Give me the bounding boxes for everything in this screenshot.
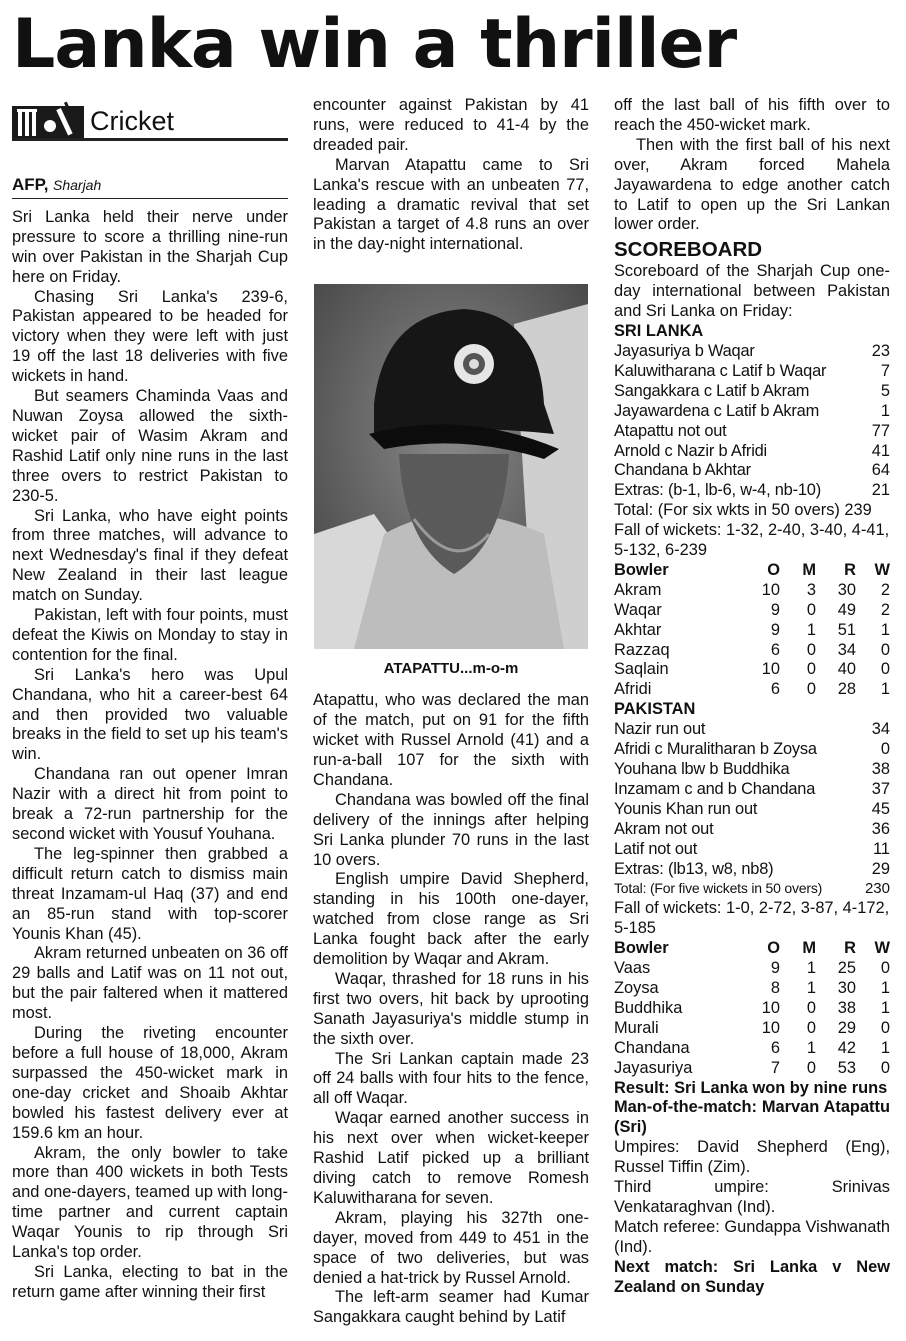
- cell: 0: [880, 1018, 890, 1037]
- runs: 1: [880, 401, 890, 420]
- bowler: Akhtar: [614, 620, 662, 639]
- runs: 29: [871, 859, 890, 878]
- bowler: Chandana: [614, 1038, 690, 1057]
- atapattu-photo: [314, 284, 588, 649]
- cell: 1: [806, 620, 816, 639]
- header-cell: R: [844, 939, 856, 958]
- paragraph: English umpire David Shepherd, standing in his 100th one-dayer, watched from close range as Sri Lanka fought back after the early demolition by Waqar and Akram.: [313, 870, 589, 969]
- cell: 2: [880, 600, 890, 619]
- bowler: Akram: [614, 580, 662, 599]
- bowling-row: [614, 680, 890, 700]
- cell: 28: [837, 680, 856, 699]
- player-photo: [314, 284, 588, 649]
- paragraph: Chandana ran out opener Imran Nazir with a direct hit from point to break a 72-run partnership for the second wicket with Yousuf Youhana.: [12, 765, 288, 843]
- photo-caption: ATAPATTU...m-o-m: [383, 660, 519, 678]
- paragraph: Waqar, thrashed for 18 runs in his first two overs, hit back by uprooting Sanath Jayasuriya's middle stump in the sixth over.: [313, 969, 589, 1048]
- sl-batting: [614, 342, 890, 501]
- bowling-row: [614, 621, 890, 641]
- cell: 0: [880, 1058, 890, 1077]
- paragraph: The left-arm seamer had Kumar Sangakkara caught behind by Latif: [313, 1288, 589, 1327]
- runs: 23: [871, 341, 890, 360]
- cell: 1: [880, 620, 890, 639]
- team-pakistan: PAKISTAN: [614, 700, 696, 719]
- paragraph: Sri Lanka held their nerve under pressure to score a thrilling nine-run win over Pakistan in the Sharjah Cup here on Friday.: [12, 207, 288, 286]
- runs: 5: [880, 381, 890, 400]
- bowler: Waqar: [614, 600, 662, 619]
- paragraph: Chasing Sri Lanka's 239-6, Pakistan appeared to be headed for victory when they were left with just 19 off the last 18 deliveries with five wickets in hand.: [12, 287, 288, 386]
- bowler: Saqlain: [614, 660, 669, 679]
- cell: 1: [806, 978, 816, 997]
- paragraph: During the riveting encounter before a full house of 18,000, Akram surpassed the 450-wicket mark in one-day cricket and Shoaib Akhtar bowled his fastest delivery ever at 159.6 km an hour.: [12, 1024, 288, 1142]
- cell: 0: [806, 640, 816, 659]
- batting-row: [614, 461, 890, 481]
- cell: 0: [880, 640, 890, 659]
- batting-row: [614, 720, 890, 740]
- batsman: Nazir run out: [614, 720, 706, 739]
- bowling-row: [614, 581, 890, 601]
- cell: 34: [837, 640, 856, 659]
- runs: 41: [871, 441, 890, 460]
- batsman: Afridi c Muralitharan b Zoysa: [614, 740, 817, 759]
- bowler: Murali: [614, 1018, 659, 1037]
- cell: 3: [806, 580, 816, 599]
- pak-batting: [614, 720, 890, 899]
- cell: 51: [837, 620, 856, 639]
- batting-row: [614, 402, 890, 422]
- headline: Lanka win a thriller: [12, 5, 737, 84]
- runs: 64: [871, 461, 890, 480]
- header-cell: O: [767, 939, 780, 958]
- sl-total: Total: (For six wkts in 50 overs) 239: [614, 501, 872, 520]
- bowling-row: [614, 959, 890, 979]
- cell: 49: [837, 600, 856, 619]
- story-col1: [12, 208, 288, 1303]
- team-sri-lanka: SRI LANKA: [614, 322, 704, 341]
- pak-fall-of-wickets: Fall of wickets: 1-0, 2-72, 3-87, 4-172, 5-185: [614, 899, 890, 938]
- column-3: [614, 96, 890, 1297]
- match-result: Result: Sri Lanka won by nine runs: [614, 1078, 888, 1097]
- batting-row: [614, 442, 890, 462]
- runs: 7: [880, 361, 890, 380]
- paragraph: Then with the first ball of his next over, Akram forced Mahela Jayawardena to edge another catch to Latif to open up the Sri Lankan lower order.: [614, 135, 890, 234]
- bowling-header: [614, 561, 890, 581]
- paragraph: Sri Lanka, electing to bat in the return game after winning their first: [12, 1262, 288, 1301]
- paragraph: The Sri Lankan captain made 23 off 24 balls with four hits to the fence, all off Waqar.: [313, 1049, 589, 1108]
- match-referee: Match referee: Gundappa Vishwanath (Ind).: [614, 1217, 890, 1256]
- byline-place: Sharjah: [53, 177, 102, 193]
- bowler: Vaas: [614, 959, 651, 978]
- batting-row: [614, 342, 890, 362]
- byline-agency: AFP,: [12, 175, 49, 194]
- runs: 0: [880, 740, 890, 759]
- cell: 6: [770, 680, 780, 699]
- paragraph: off the last ball of his fifth over to reach the 450-wicket mark.: [614, 96, 890, 134]
- header-cell: M: [802, 560, 816, 579]
- total-label: Total: (For five wickets in 50 overs): [614, 880, 823, 897]
- paragraph: But seamers Chaminda Vaas and Nuwan Zoysa allowed the sixth-wicket pair of Wasim Akram and Rashid Latif only nine runs in the last three overs to restrict Pakistan to 230-5.: [12, 387, 288, 505]
- batsman: Youhana lbw b Buddhika: [614, 760, 790, 778]
- extras: Extras: (lb13, w8, nb8): [614, 859, 774, 878]
- section-tag: [12, 96, 288, 141]
- bowler: Buddhika: [614, 998, 683, 1017]
- batting-row: [614, 820, 890, 840]
- paragraph: Pakistan, left with four points, must defeat the Kiwis on Monday to stay in contention for the final.: [12, 606, 288, 664]
- cell: 0: [880, 959, 890, 978]
- batting-row: [614, 760, 890, 780]
- cell: 9: [770, 620, 780, 639]
- bowling-row: [614, 1039, 890, 1059]
- cell: 0: [806, 998, 816, 1017]
- runs: 37: [871, 779, 890, 798]
- cell: 42: [837, 1038, 856, 1057]
- cell: 10: [761, 660, 780, 679]
- header-cell: W: [874, 560, 890, 579]
- runs: 36: [871, 819, 890, 838]
- runs: 38: [871, 760, 890, 778]
- byline: [12, 175, 288, 199]
- cell: 30: [837, 580, 856, 599]
- batting-row: [614, 362, 890, 382]
- cell: 10: [761, 580, 780, 599]
- runs: 77: [871, 421, 890, 440]
- batting-row: [614, 800, 890, 820]
- bowler: Jayasuriya: [614, 1058, 693, 1077]
- cell: 1: [880, 1038, 890, 1057]
- cell: 38: [837, 998, 856, 1017]
- cell: 1: [880, 978, 890, 997]
- bowling-row: [614, 660, 890, 680]
- batsman: Jayawardena c Latif b Akram: [614, 401, 820, 420]
- batting-row: [614, 382, 890, 402]
- runs: 11: [872, 839, 890, 858]
- scoreboard-intro: Scoreboard of the Sharjah Cup one-day international between Pakistan and Sri Lanka on Friday:: [614, 262, 890, 321]
- cell: 8: [770, 978, 780, 997]
- cricket-icon: [12, 100, 84, 138]
- header-cell: M: [802, 939, 816, 958]
- bowling-row: [614, 979, 890, 999]
- cell: 10: [761, 1018, 780, 1037]
- batsman: Inzamam c and b Chandana: [614, 779, 816, 798]
- cell: 0: [806, 1058, 816, 1077]
- paragraph: Sri Lanka's hero was Upul Chandana, who hit a career-best 64 and then provided two valuable breaks in the field to set up his team's win.: [12, 665, 288, 764]
- scoreboard-title: SCOREBOARD: [614, 238, 763, 262]
- cell: 9: [770, 600, 780, 619]
- extras-row: [614, 860, 890, 880]
- batting-row: [614, 780, 890, 800]
- extras: Extras: (b-1, lb-6, w-4, nb-10): [614, 481, 821, 500]
- section-label: Cricket: [90, 106, 175, 136]
- batsman: Chandana b Akhtar: [614, 461, 751, 480]
- batting-row: [614, 740, 890, 760]
- cell: 1: [806, 1038, 816, 1057]
- header-cell: W: [874, 939, 890, 958]
- cell: 25: [837, 959, 856, 978]
- runs: 45: [871, 799, 890, 818]
- cell: 1: [880, 998, 890, 1017]
- header-cell: R: [844, 560, 856, 579]
- cell: 1: [880, 680, 890, 699]
- batsman: Kaluwitharana c Latif b Waqar: [614, 361, 827, 380]
- cell: 53: [837, 1058, 856, 1077]
- paragraph: The leg-spinner then grabbed a difficult return catch to dismiss main threat Inzamam-ul Haq (37) and end an 85-run stand with top-scorer Younis Khan (45).: [12, 844, 288, 943]
- paragraph: Akram, the only bowler to take more than 400 wickets in both Tests and one-dayers, teamed up with long-time partner and current captain Waqar Younis to rip through Sri Lanka's top order.: [12, 1143, 288, 1262]
- cell: 0: [806, 1018, 816, 1037]
- cell: 6: [770, 1038, 780, 1057]
- cell: 0: [806, 600, 816, 619]
- batsman: Akram not out: [614, 819, 714, 838]
- batting-row: [614, 840, 890, 860]
- cell: 29: [837, 1018, 856, 1037]
- paragraph: Atapattu, who was declared the man of the match, put on 91 for the fifth wicket with Russel Arnold (41) and a run-a-ball 107 for the sixth with Chandana.: [313, 691, 589, 789]
- total-runs: 230: [864, 880, 890, 898]
- cell: 10: [761, 998, 780, 1017]
- cell: 1: [806, 959, 816, 978]
- paragraph: Akram returned unbeaten on 36 off 29 balls and Latif was on 11 not out, but the pair faltered when it mattered most.: [12, 944, 288, 1023]
- cell: 0: [880, 660, 890, 679]
- bowler: Razzaq: [614, 640, 670, 659]
- column-1: [12, 96, 288, 1303]
- column-2: [313, 96, 589, 1328]
- paragraph: Chandana was bowled off the final delivery of the innings after helping Sri Lanka plunder 70 runs in the last 10 overs.: [313, 790, 589, 869]
- batsman: Jayasuriya b Waqar: [614, 341, 755, 360]
- cell: 40: [837, 660, 856, 679]
- cell: 2: [880, 580, 890, 599]
- sl-fall-of-wickets: Fall of wickets: 1-32, 2-40, 3-40, 4-41, 5-132, 6-239: [614, 521, 890, 560]
- cell: 0: [806, 660, 816, 679]
- bowling-row: [614, 1059, 890, 1079]
- paragraph: Marvan Atapattu came to Sri Lanka's rescue with an unbeaten 77, leading a dramatic revival that set Pakistan a target of 4.8 runs an over in the day-night international.: [313, 155, 589, 254]
- runs: 21: [871, 481, 890, 500]
- man-of-the-match: Man-of-the-match: Marvan Atapattu (Sri): [614, 1098, 890, 1137]
- cell: 30: [837, 978, 856, 997]
- bowling-header: [614, 939, 890, 959]
- umpires: Umpires: David Shepherd (Eng), Russel Tiffin (Zim).: [614, 1138, 890, 1177]
- header-cell: Bowler: [614, 939, 669, 958]
- third-umpire: Third umpire: Srinivas Venkataraghvan (Ind).: [614, 1178, 890, 1216]
- paragraph: Waqar earned another success in his next over when wicket-keeper Rashid Latif picked up a brilliant diving catch to remove Romesh Kaluwitharana for seven.: [313, 1109, 589, 1207]
- next-match: Next match: Sri Lanka v New Zealand on Sunday: [614, 1257, 890, 1296]
- paragraph: Akram, playing his 327th one-dayer, moved from 449 to 451 in the space of two deliveries, but was denied a hat-trick by Russel Arnold.: [313, 1208, 589, 1287]
- extras-row: [614, 481, 890, 501]
- batting-row: [614, 422, 890, 442]
- header-cell: Bowler: [614, 560, 669, 579]
- header-cell: O: [767, 560, 780, 579]
- bowler: Afridi: [614, 680, 652, 699]
- bowling-row: [614, 601, 890, 621]
- cell: 7: [770, 1058, 780, 1077]
- cell: 9: [770, 959, 780, 978]
- cell: 0: [806, 680, 816, 699]
- bowling-row: [614, 999, 890, 1019]
- batsman: Latif not out: [614, 839, 698, 858]
- batsman: Arnold c Nazir b Afridi: [614, 441, 767, 460]
- batsman: Atapattu not out: [614, 421, 727, 440]
- bowler: Zoysa: [614, 978, 659, 997]
- total-row: [614, 879, 890, 899]
- cell: 6: [770, 640, 780, 659]
- runs: 34: [871, 720, 890, 739]
- paragraph: Sri Lanka, who have eight points from three matches, will advance to next Wednesday's final if they defeat New Zealand in their last league match on Sunday.: [12, 506, 288, 605]
- bowling-row: [614, 641, 890, 661]
- bowling-row: [614, 1019, 890, 1039]
- batsman: Younis Khan run out: [614, 799, 758, 818]
- batsman: Sangakkara c Latif b Akram: [614, 381, 810, 400]
- paragraph: encounter against Pakistan by 41 runs, were reduced to 41-4 by the dreaded pair.: [313, 96, 589, 154]
